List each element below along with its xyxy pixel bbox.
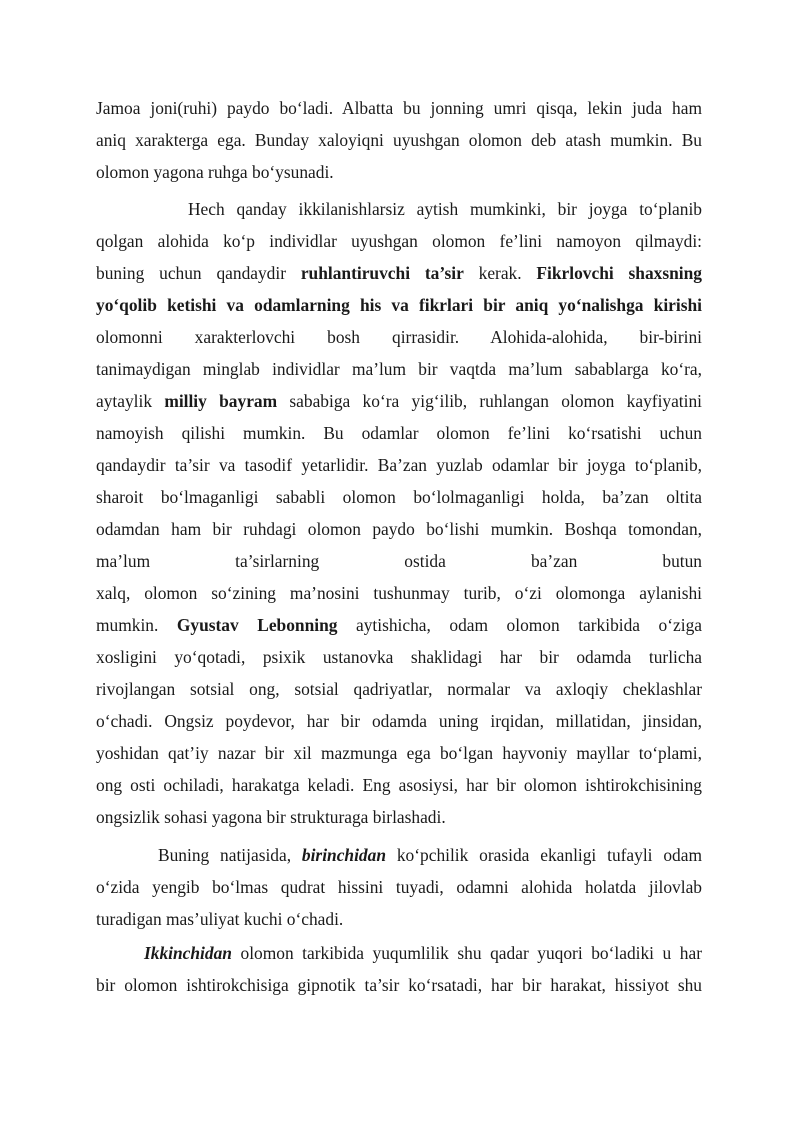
paragraph-2-line-16: rivojlangan sotsial ong, sotsial qadriyatlar, normalar va axloqiy cheklashlar bbox=[96, 679, 702, 699]
bold-italic-ikkinchidan: Ikkinchidan bbox=[144, 943, 232, 963]
text-run: aytaylik bbox=[96, 391, 165, 411]
bold-phrase-fikrlovchi-shaxsning: Fikrlovchi shaxsning bbox=[536, 263, 703, 283]
text-run: buning uchun qandaydir bbox=[96, 263, 301, 283]
text-run: olomon tarkibida yuqumlilik shu qadar yuqori bo‘ladiki u har bbox=[231, 943, 702, 963]
paragraph-4-line-2: bir olomon ishtirokchisiga gipnotik ta’sir ko‘rsatadi, har bir harakat, hissiyot shu bbox=[96, 975, 702, 995]
bold-phrase-gyustav-lebonning: Gyustav Lebonning bbox=[176, 615, 338, 635]
bold-phrase-ruhlantiruvchi-tasir: ruhlantiruvchi ta’sir bbox=[300, 263, 464, 283]
paragraph-2-line-8: namoyish qilishi mumkin. Bu odamlar olomon fe’lini ko‘rsatishi uchun bbox=[96, 423, 702, 443]
paragraph-1-line-1: Jamoa joni(ruhi) paydo bo‘ladi. Albatta bu jonning umri qisqa, lekin juda ham bbox=[96, 98, 702, 118]
paragraph-2-line-2: qolgan alohida ko‘p individlar uyushgan olomon fe’lini namoyon qilmaydi: bbox=[96, 231, 702, 251]
paragraph-3-line-1 bbox=[158, 839, 702, 871]
paragraph-2-line-4 bbox=[96, 289, 702, 321]
paragraph-1-line-2: aniq xarakterga ega. Bunday xaloyiqni uyushgan olomon deb atash mumkin. Bu bbox=[96, 130, 702, 150]
text-run: mumkin. bbox=[96, 615, 177, 635]
paragraph-2-line-10: sharoit bo‘lmaganligi sababli olomon bo‘lolmaganligi holda, ba’zan oltita bbox=[96, 487, 702, 507]
paragraph-2-line-14 bbox=[96, 609, 702, 641]
paragraph-1-line-3: olomon yagona ruhga bo‘ysunadi. bbox=[96, 162, 334, 182]
bold-phrase-milliy-bayram: milliy bayram bbox=[164, 391, 278, 411]
paragraph-2-line-18: yoshidan qat’iy nazar bir xil mazmunga ega bo‘lgan hayvoniy mayllar to‘plami, bbox=[96, 743, 702, 763]
paragraph-2-line-1: Hech qanday ikkilanishlarsiz aytish mumkinki, bir joyga to‘planib bbox=[188, 199, 702, 219]
paragraph-2-line-5: olomonni xarakterlovchi bosh qirrasidir. Alohida-alohida, bir-birini bbox=[96, 327, 702, 347]
text-run: aytishicha, odam olomon tarkibida o‘ziga bbox=[337, 615, 703, 635]
bold-italic-birinchidan: birinchidan bbox=[301, 845, 386, 865]
paragraph-2-line-11: odamdan ham bir ruhdagi olomon paydo bo‘lishi mumkin. Boshqa tomondan, bbox=[96, 519, 702, 539]
paragraph-2-line-19: ong osti ochiladi, harakatga keladi. Eng asosiysi, har bir olomon ishtirokchisining bbox=[96, 775, 702, 795]
text-run: kerak. bbox=[463, 263, 537, 283]
paragraph-3-line-3: turadigan mas’uliyat kuchi o‘chadi. bbox=[96, 909, 344, 929]
paragraph-4-line-1 bbox=[144, 937, 702, 969]
paragraph-2-line-17: o‘chadi. Ongsiz poydevor, har bir odamda uning irqidan, millatidan, jinsidan, bbox=[96, 711, 702, 731]
text-run: ko‘pchilik orasida ekanligi tufayli odam bbox=[386, 845, 702, 865]
paragraph-2-line-7 bbox=[96, 385, 702, 417]
text-run: sababiga ko‘ra yig‘ilib, ruhlangan olomon kayfiyatini bbox=[277, 391, 703, 411]
paragraph-3-line-2: o‘zida yengib bo‘lmas qudrat hissini tuyadi, odamni alohida holatda jilovlab bbox=[96, 877, 702, 897]
paragraph-2-line-12: ma’lum ta’sirlarning ostida ba’zan butun bbox=[96, 551, 702, 571]
paragraph-2-line-6: tanimaydigan minglab individlar ma’lum bir vaqtda ma’lum sabablarga ko‘ra, bbox=[96, 359, 702, 379]
text-run: Buning natijasida, bbox=[158, 845, 302, 865]
bold-sentence: yo‘qolib ketishi va odamlarning his va fikrlari bir aniq yo‘nalishga kirishi bbox=[96, 295, 702, 315]
paragraph-2-line-13: xalq, olomon so‘zining ma’nosini tushunmay turib, o‘zi olomonga aylanishi bbox=[96, 583, 702, 603]
paragraph-2-line-3 bbox=[96, 257, 702, 289]
paragraph-2-line-20: ongsizlik sohasi yagona bir strukturaga birlashadi. bbox=[96, 807, 446, 827]
paragraph-2-line-9: qandaydir ta’sir va tasodif yetarlidir. Ba’zan yuzlab odamlar bir joyga to‘planib, bbox=[96, 455, 702, 475]
paragraph-2-line-15: xosligini yo‘qotadi, psixik ustanovka shaklidagi har bir odamda turlicha bbox=[96, 647, 702, 667]
